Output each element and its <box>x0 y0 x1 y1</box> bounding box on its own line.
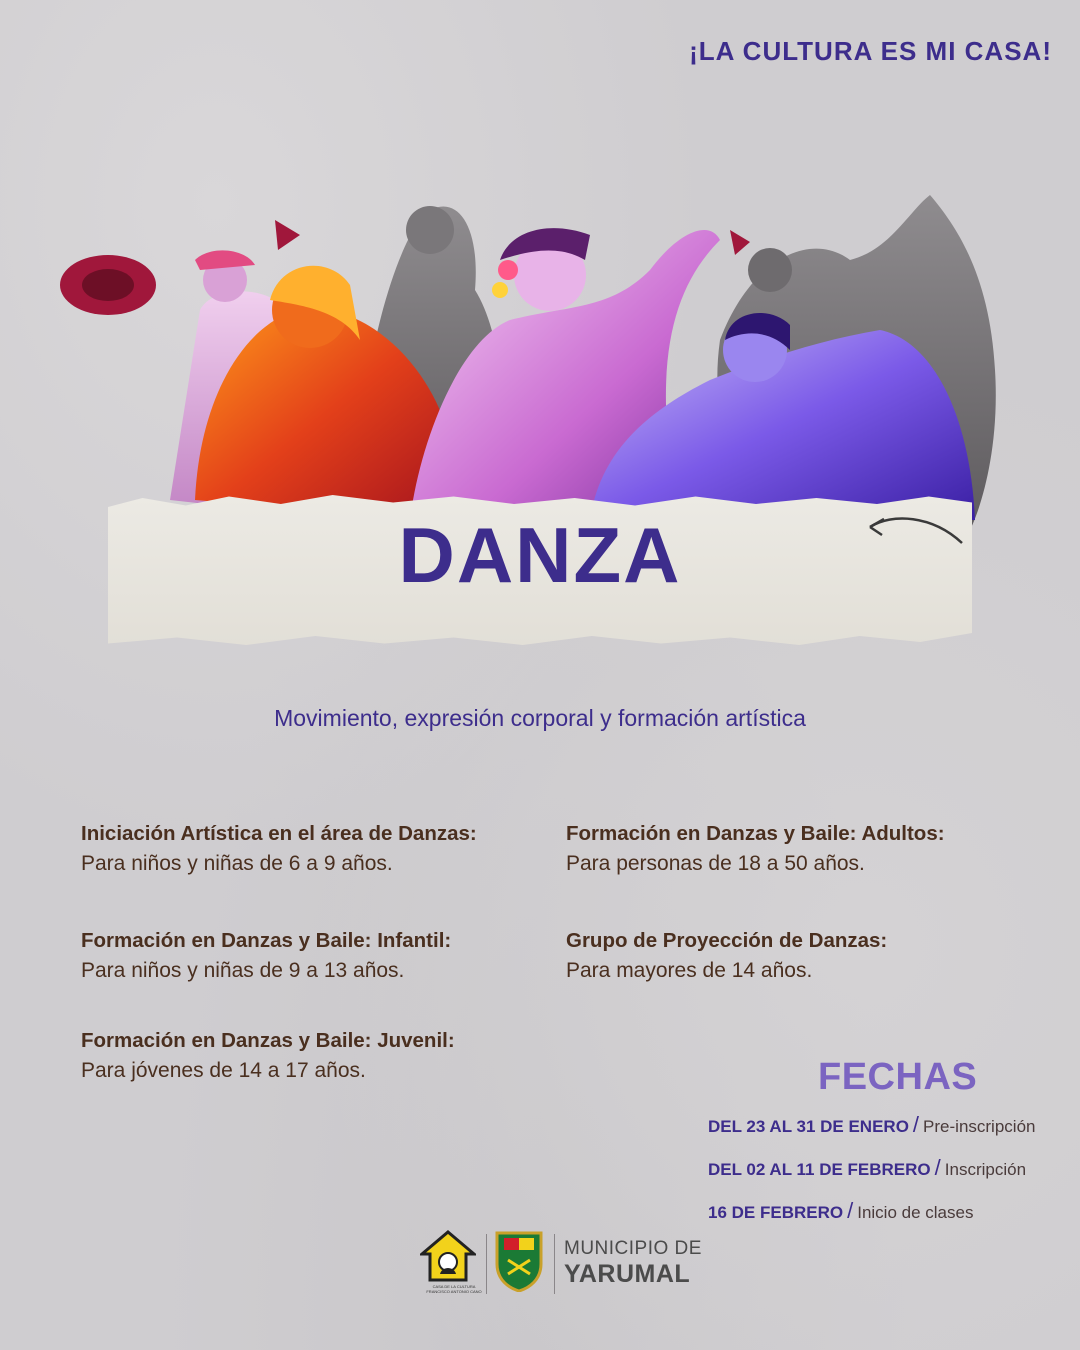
slash-divider: / <box>912 1112 920 1137</box>
page-subtitle: Movimiento, expresión corporal y formación artística <box>274 705 806 731</box>
program-item <box>566 929 1036 983</box>
logo-divider <box>554 1234 555 1294</box>
program-description: Para jóvenes de 14 a 17 años. <box>81 1059 366 1082</box>
date-row <box>708 1155 1026 1181</box>
municipio-name: YARUMAL <box>564 1260 691 1288</box>
page-title: DANZA <box>398 511 682 599</box>
date-range: DEL 23 AL 31 DE ENERO <box>708 1117 909 1136</box>
program-heading: Formación en Danzas y Baile: Juvenil: <box>81 1029 455 1052</box>
program-heading: Formación en Danzas y Baile: Adultos: <box>566 822 945 845</box>
program-description: Para mayores de 14 años. <box>566 959 813 982</box>
date-range: DEL 02 AL 11 DE FEBRERO <box>708 1160 931 1179</box>
fechas-title: FECHAS <box>818 1056 978 1098</box>
program-heading: Grupo de Proyección de Danzas: <box>566 929 888 952</box>
program-item <box>81 929 551 983</box>
date-row <box>708 1112 1035 1138</box>
program-heading: Iniciación Artística en el área de Danzas: <box>81 822 477 845</box>
date-label: Inscripción <box>944 1160 1027 1179</box>
date-label: Pre-inscripción <box>923 1117 1036 1136</box>
tagline: ¡LA CULTURA ES MI CASA! <box>689 36 1052 66</box>
program-description: Para niños y niñas de 9 a 13 años. <box>81 959 405 982</box>
program-heading: Formación en Danzas y Baile: Infantil: <box>81 929 452 952</box>
slash-divider: / <box>934 1155 941 1180</box>
casa-cultura-logo-icon <box>420 1230 476 1282</box>
program-description: Para personas de 18 a 50 años. <box>566 852 865 875</box>
logo-divider <box>486 1234 487 1294</box>
shield-label: YARUMAL <box>506 1278 532 1284</box>
program-description: Para niños y niñas de 6 a 9 años. <box>81 852 393 875</box>
program-item <box>566 822 1036 876</box>
date-row <box>708 1198 973 1224</box>
date-label: Inicio de clases <box>857 1203 974 1222</box>
casa-cultura-label: CASA DE LA CULTURA FRANCISCO ANTONIO CANO <box>426 1284 482 1294</box>
program-item <box>81 1029 551 1083</box>
date-range: 16 DE FEBRERO <box>708 1203 844 1222</box>
program-item <box>81 822 551 876</box>
footer-logos <box>418 1228 708 1300</box>
municipio-label: MUNICIPIO DE <box>564 1238 702 1259</box>
slash-divider: / <box>847 1198 854 1223</box>
